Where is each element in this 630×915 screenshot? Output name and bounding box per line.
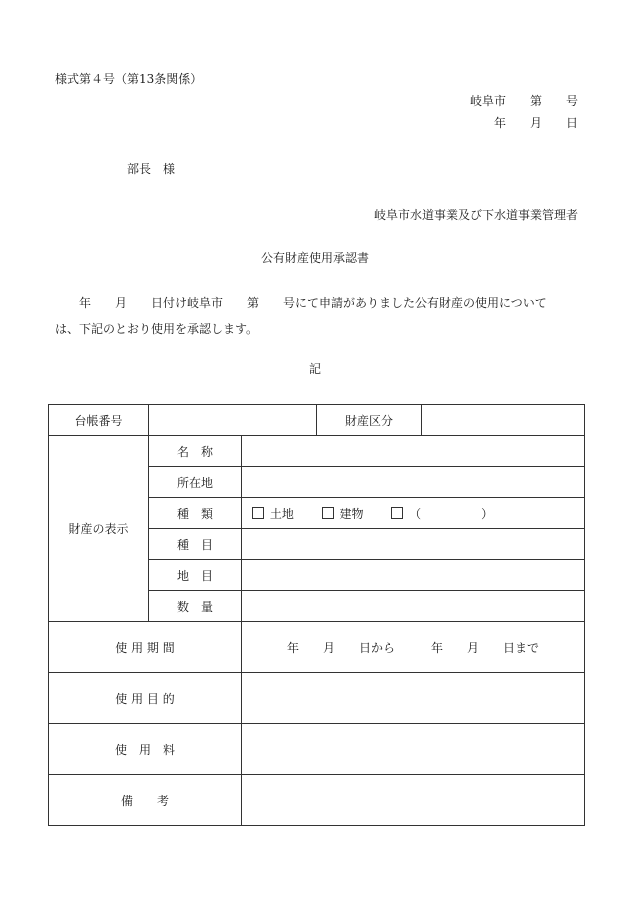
item-label: 種 目	[149, 529, 242, 560]
land-category-label: 地 目	[149, 560, 242, 591]
ledger-number-value	[149, 405, 317, 436]
form-number: 様式第４号（第13条関係）	[55, 72, 203, 86]
remarks-value	[242, 775, 585, 826]
purpose-label: 使 用 目 的	[49, 673, 242, 724]
name-value	[242, 436, 585, 467]
property-class-value	[422, 405, 585, 436]
other-checkbox	[391, 507, 403, 519]
item-value	[242, 529, 585, 560]
building-label: 建物	[339, 506, 364, 521]
fee-value	[242, 724, 585, 775]
property-display-label: 財産の表示	[49, 436, 149, 622]
body-line-1: 年 月 日付け岐阜市 第 号にて申請がありました公有財産の使用について	[55, 296, 547, 310]
ki-heading: 記	[308, 362, 321, 376]
quantity-value	[242, 591, 585, 622]
ledger-row	[49, 405, 585, 436]
type-options	[242, 498, 585, 529]
addressee: 部長 様	[127, 162, 176, 176]
body-paragraph	[55, 290, 583, 342]
name-label: 名 称	[149, 436, 242, 467]
type-option-building	[322, 505, 364, 522]
building-checkbox	[322, 507, 334, 519]
other-label: （ ）	[409, 506, 494, 521]
period-value: 年 月 日から 年 月 日まで	[242, 622, 585, 673]
issue-date: 年 月 日	[493, 116, 578, 130]
property-class-label: 財産区分	[317, 405, 422, 436]
land-category-value	[242, 560, 585, 591]
type-option-land	[252, 505, 294, 522]
type-label: 種 類	[149, 498, 242, 529]
land-checkbox	[252, 507, 264, 519]
remarks-label: 備 考	[49, 775, 242, 826]
period-label: 使 用 期 間	[49, 622, 242, 673]
document-title: 公有財産使用承認書	[260, 251, 369, 265]
document-number: 岐阜市 第 号	[469, 94, 578, 108]
purpose-value	[242, 673, 585, 724]
ledger-number-label: 台帳番号	[49, 405, 149, 436]
fee-label: 使 用 料	[49, 724, 242, 775]
quantity-label: 数 量	[149, 591, 242, 622]
location-value	[242, 467, 585, 498]
issuer: 岐阜市水道事業及び下水道事業管理者	[373, 208, 578, 222]
body-line-2: は、下記のとおり使用を承認します。	[55, 322, 259, 336]
approval-table	[48, 404, 585, 826]
land-label: 土地	[269, 506, 294, 521]
type-option-other	[391, 505, 493, 522]
location-label: 所在地	[149, 467, 242, 498]
